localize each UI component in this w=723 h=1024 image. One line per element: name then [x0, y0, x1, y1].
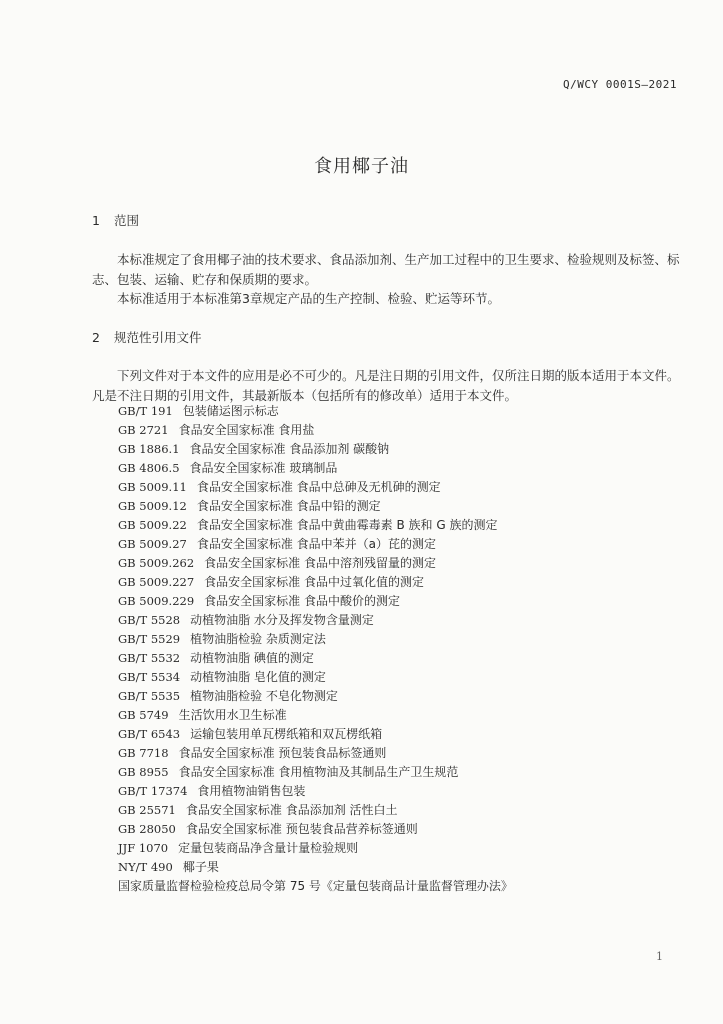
reference-title: 生活饮用水卫生标准 — [178, 708, 287, 722]
reference-code: GB 25571 — [118, 803, 176, 817]
reference-title: 食品安全国家标准 食品中过氧化值的测定 — [204, 575, 424, 589]
reference-title: 植物油脂检验 不皂化物测定 — [190, 689, 338, 703]
reference-code: NY/T 490 — [118, 860, 173, 874]
reference-item — [118, 573, 698, 592]
reference-item — [118, 535, 698, 554]
reference-title: 动植物油脂 皂化值的测定 — [190, 670, 326, 684]
reference-code: GB 5009.11 — [118, 480, 187, 494]
reference-item — [118, 592, 698, 611]
section-2-title: 规范性引用文件 — [114, 330, 202, 345]
reference-title: 食品安全国家标准 预包装食品营养标签通则 — [185, 822, 418, 836]
reference-code: GB 5009.229 — [118, 594, 195, 608]
reference-item — [118, 402, 698, 421]
reference-item — [118, 687, 698, 706]
reference-item — [118, 649, 698, 668]
reference-code: GB 2721 — [118, 423, 169, 437]
reference-item — [118, 554, 698, 573]
reference-title: 食品安全国家标准 食品添加剂 碳酸钠 — [189, 442, 390, 456]
reference-title: 食品安全国家标准 食用盐 — [178, 423, 315, 437]
reference-code: GB/T 191 — [118, 404, 173, 418]
reference-item — [118, 839, 698, 858]
reference-title: 食品安全国家标准 食品中总砷及无机砷的测定 — [196, 480, 441, 494]
reference-code: GB/T 5535 — [118, 689, 181, 703]
section-2-intro: 下列文件对于本文件的应用是必不可少的。凡是注日期的引用文件，仅所注日期的版本适用于本文件。凡是不注日期的引用文件，其最新版本（包括所有的修改单）适用于本文件。 — [92, 368, 680, 403]
reference-code: GB 4806.5 — [118, 461, 180, 475]
reference-title: 食品安全国家标准 食品中铅的测定 — [196, 499, 381, 513]
section-1-heading — [92, 211, 139, 229]
reference-code: GB 5009.12 — [118, 499, 187, 513]
reference-code: GB/T 5528 — [118, 613, 181, 627]
reference-title: 食品安全国家标准 食用植物油及其制品生产卫生规范 — [178, 765, 459, 779]
reference-code: GB/T 5534 — [118, 670, 181, 684]
reference-item — [118, 744, 698, 763]
section-1-paragraph-1: 本标准规定了食用椰子油的技术要求、食品添加剂、生产加工过程中的卫生要求、检验规则及标签、标志、包装、运输、贮存和保质期的要求。 — [92, 252, 680, 287]
reference-code: GB 5009.27 — [118, 537, 187, 551]
reference-item — [118, 497, 698, 516]
reference-item — [118, 858, 698, 877]
reference-title: 植物油脂检验 杂质测定法 — [190, 632, 326, 646]
reference-title: 定量包装商品净含量计量检验规则 — [178, 841, 359, 855]
reference-code: GB 5009.262 — [118, 556, 195, 570]
reference-item — [118, 668, 698, 687]
reference-code: GB 5009.227 — [118, 575, 195, 589]
reference-title: 食品安全国家标准 食品添加剂 活性白土 — [185, 803, 398, 817]
reference-title: 椰子果 — [182, 860, 219, 874]
reference-item — [118, 611, 698, 630]
reference-item — [118, 820, 698, 839]
reference-code: GB 7718 — [118, 746, 169, 760]
reference-title: 食品安全国家标准 食品中黄曲霉毒素 B 族和 G 族的测定 — [196, 518, 498, 532]
reference-title: 动植物油脂 碘值的测定 — [190, 651, 314, 665]
reference-title: 食品安全国家标准 玻璃制品 — [189, 461, 338, 475]
reference-list — [118, 402, 698, 896]
section-2-heading — [92, 328, 202, 346]
reference-code: GB/T 5532 — [118, 651, 181, 665]
reference-item — [118, 630, 698, 649]
reference-code: JJF 1070 — [118, 841, 169, 855]
reference-code: GB/T 6543 — [118, 727, 181, 741]
reference-title: 运输包装用单瓦楞纸箱和双瓦楞纸箱 — [190, 727, 383, 741]
reference-code: GB/T 5529 — [118, 632, 181, 646]
document-title: 食用椰子油 — [314, 156, 409, 177]
section-1-title: 范围 — [114, 213, 140, 228]
reference-code: GB 28050 — [118, 822, 176, 836]
reference-item — [118, 877, 698, 896]
reference-title: 食品安全国家标准 食品中溶剂残留量的测定 — [204, 556, 436, 570]
reference-code: GB/T 17374 — [118, 784, 188, 798]
reference-title: 包装储运图示标志 — [182, 404, 279, 418]
reference-item — [118, 801, 698, 820]
document-code: Q/WCY 0001S—2021 — [563, 78, 677, 91]
reference-item — [118, 782, 698, 801]
reference-item — [118, 725, 698, 744]
section-1-number: 1 — [92, 213, 100, 228]
section-1-paragraph-2: 本标准适用于本标准第3章规定产品的生产控制、检验、贮运等环节。 — [117, 291, 500, 306]
reference-code: GB 5009.22 — [118, 518, 187, 532]
reference-code: GB 5749 — [118, 708, 169, 722]
reference-item — [118, 459, 698, 478]
reference-item — [118, 440, 698, 459]
reference-item — [118, 478, 698, 497]
reference-item — [118, 763, 698, 782]
reference-code: GB 1886.1 — [118, 442, 180, 456]
reference-title: 食用植物油销售包装 — [197, 784, 306, 798]
reference-item — [118, 516, 698, 535]
reference-title: 食品安全国家标准 食品中酸价的测定 — [204, 594, 400, 608]
reference-title: 动植物油脂 水分及挥发物含量测定 — [190, 613, 374, 627]
page-number: 1 — [656, 950, 663, 963]
reference-item — [118, 706, 698, 725]
reference-title: 食品安全国家标准 食品中苯并（a）芘的测定 — [196, 537, 437, 551]
reference-item — [118, 421, 698, 440]
reference-title: 国家质量监督检验检疫总局令第 75 号《定量包装商品计量监督管理办法》 — [118, 879, 513, 893]
reference-code: GB 8955 — [118, 765, 169, 779]
reference-title: 食品安全国家标准 预包装食品标签通则 — [178, 746, 387, 760]
section-2-number: 2 — [92, 330, 100, 345]
